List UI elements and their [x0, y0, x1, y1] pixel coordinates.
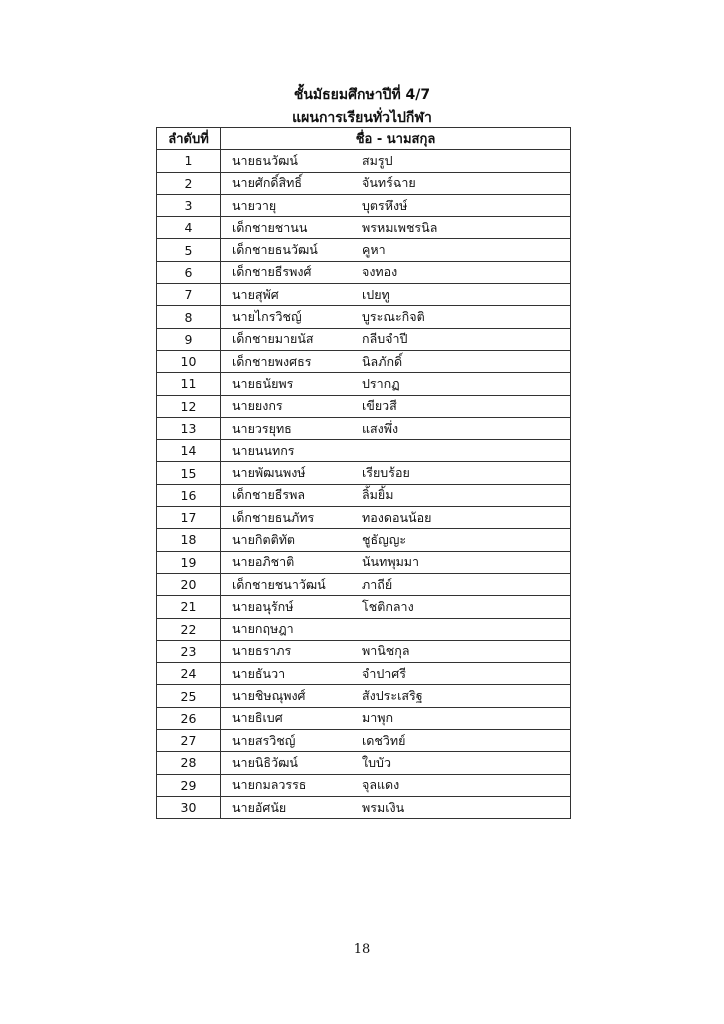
student-last-name: กลีบจำปี — [362, 331, 408, 347]
table-row — [157, 217, 571, 239]
row-number: 29 — [157, 774, 221, 796]
row-number: 11 — [157, 373, 221, 395]
table-row — [157, 573, 571, 595]
row-number: 26 — [157, 707, 221, 729]
table-row — [157, 440, 571, 462]
table-row — [157, 663, 571, 685]
student-name-cell — [221, 417, 571, 439]
student-last-name: มาพุก — [362, 710, 394, 726]
student-name-cell — [221, 328, 571, 350]
student-last-name: ปรากฏ — [362, 375, 400, 391]
row-number: 18 — [157, 529, 221, 551]
student-name-cell — [221, 507, 571, 529]
student-first-name: เด็กชายชนาวัฒน์ — [232, 576, 326, 592]
student-name-cell — [221, 440, 571, 462]
table-row — [157, 194, 571, 216]
row-number: 3 — [157, 194, 221, 216]
student-first-name: นายธันวา — [232, 665, 286, 681]
table-row — [157, 596, 571, 618]
student-last-name: จันทร์ฉาย — [362, 175, 416, 191]
student-name-cell — [221, 551, 571, 573]
student-first-name: นายธนัยพร — [232, 375, 294, 391]
row-number: 9 — [157, 328, 221, 350]
student-name-cell — [221, 239, 571, 261]
student-first-name: เด็กชายธนภัทร — [232, 509, 315, 525]
student-last-name: เขียวสี — [362, 398, 397, 414]
student-roster-table — [156, 127, 571, 819]
student-first-name: นายสรวิชญ์ — [232, 732, 296, 748]
student-last-name: จงทอง — [362, 264, 398, 280]
row-number: 16 — [157, 484, 221, 506]
student-first-name: เด็กชายธีรพงศ์ — [232, 264, 312, 280]
student-name-cell — [221, 484, 571, 506]
row-number: 13 — [157, 417, 221, 439]
table-row — [157, 462, 571, 484]
student-last-name: สังประเสริฐ — [362, 688, 423, 704]
row-number: 8 — [157, 306, 221, 328]
row-number: 7 — [157, 284, 221, 306]
student-name-cell — [221, 150, 571, 172]
student-name-cell — [221, 395, 571, 417]
student-first-name: นายศักดิ์สิทธิ์ — [232, 175, 303, 191]
student-first-name: นายอนุรักษ์ — [232, 598, 294, 614]
student-first-name: เด็กชายชานน — [232, 219, 308, 235]
table-row — [157, 685, 571, 707]
table-row — [157, 796, 571, 818]
student-first-name: เด็กชายพงศธร — [232, 353, 312, 369]
table-row — [157, 618, 571, 640]
student-last-name: ทองดอนน้อย — [362, 509, 432, 525]
student-name-cell — [221, 730, 571, 752]
table-row — [157, 640, 571, 662]
student-last-name: พานิชกุล — [362, 643, 410, 659]
student-first-name: นายพัฒนพงษ์ — [232, 465, 306, 481]
student-first-name: นายธนวัฒน์ — [232, 152, 298, 168]
student-last-name: บูระณะกิจติ — [362, 309, 425, 325]
student-last-name: แสงพึ่ง — [362, 420, 399, 436]
table-row — [157, 507, 571, 529]
row-number: 27 — [157, 730, 221, 752]
table-row — [157, 306, 571, 328]
student-name-cell — [221, 306, 571, 328]
student-last-name: พรมเงิน — [362, 799, 405, 815]
student-first-name: นายนนทกร — [232, 442, 295, 458]
table-row — [157, 373, 571, 395]
table-row — [157, 707, 571, 729]
table-row — [157, 529, 571, 551]
table-row — [157, 172, 571, 194]
row-number: 22 — [157, 618, 221, 640]
table-row — [157, 284, 571, 306]
student-name-cell — [221, 350, 571, 372]
student-name-cell — [221, 618, 571, 640]
student-last-name: เปยทู — [362, 286, 390, 302]
student-first-name: นายไกรวิชญ์ — [232, 309, 302, 325]
table-row — [157, 328, 571, 350]
column-header-name: ชื่อ - นามสกุล — [221, 128, 571, 150]
student-last-name: สมรูป — [362, 152, 393, 168]
table-row — [157, 551, 571, 573]
student-first-name: นายกิตติทัต — [232, 531, 296, 547]
row-number: 2 — [157, 172, 221, 194]
class-title: ชั้นมัธยมศึกษาปีที่ 4/7 — [293, 87, 431, 103]
table-header-row — [157, 128, 571, 150]
student-first-name: นายชิษณุพงศ์ — [232, 688, 306, 704]
student-first-name: นายธราภร — [232, 643, 292, 659]
page-number: 18 — [353, 942, 371, 957]
student-first-name: นายกมลวรรธ — [232, 777, 307, 793]
student-last-name: ภาถีย์ — [362, 576, 393, 592]
student-name-cell — [221, 707, 571, 729]
row-number: 14 — [157, 440, 221, 462]
student-name-cell — [221, 261, 571, 283]
row-number: 4 — [157, 217, 221, 239]
table-row — [157, 417, 571, 439]
column-header-number: ลำดับที่ — [157, 128, 221, 150]
row-number: 15 — [157, 462, 221, 484]
student-name-cell — [221, 663, 571, 685]
table-row — [157, 774, 571, 796]
student-first-name: นายกฤษฎา — [232, 621, 294, 637]
row-number: 21 — [157, 596, 221, 618]
table-row — [157, 395, 571, 417]
row-number: 17 — [157, 507, 221, 529]
student-first-name: เด็กชายธีรพล — [232, 487, 306, 503]
student-name-cell — [221, 774, 571, 796]
student-last-name: ลิ้มยิ้ม — [362, 487, 394, 503]
student-last-name: นันทพุมมา — [362, 554, 420, 570]
table-row — [157, 484, 571, 506]
roster-body — [157, 150, 571, 819]
student-last-name: พรหมเพชรนิล — [362, 219, 438, 235]
row-number: 23 — [157, 640, 221, 662]
student-last-name: เรียบร้อย — [362, 465, 410, 481]
student-first-name: นายวายุ — [232, 197, 277, 213]
student-first-name: นายธิเบศ — [232, 710, 283, 726]
student-last-name: เดชวิทย์ — [362, 732, 406, 748]
student-name-cell — [221, 573, 571, 595]
row-number: 1 — [157, 150, 221, 172]
row-number: 25 — [157, 685, 221, 707]
student-first-name: นายสุพัศ — [232, 286, 279, 302]
student-name-cell — [221, 373, 571, 395]
student-first-name: เด็กชายธนวัฒน์ — [232, 242, 318, 258]
student-name-cell — [221, 752, 571, 774]
row-number: 20 — [157, 573, 221, 595]
table-row — [157, 730, 571, 752]
student-name-cell — [221, 462, 571, 484]
study-plan-title: แผนการเรียนทั่วไปกีฬา — [292, 110, 432, 126]
row-number: 6 — [157, 261, 221, 283]
student-name-cell — [221, 640, 571, 662]
student-last-name: ใบบัว — [362, 754, 391, 770]
table-row — [157, 150, 571, 172]
student-name-cell — [221, 172, 571, 194]
student-name-cell — [221, 217, 571, 239]
student-first-name: นายวรยุทธ — [232, 420, 292, 436]
student-first-name: เด็กชายมายนัส — [232, 331, 314, 347]
student-name-cell — [221, 596, 571, 618]
student-first-name: นายอภิชาติ — [232, 554, 295, 570]
table-row — [157, 752, 571, 774]
row-number: 24 — [157, 663, 221, 685]
table-row — [157, 261, 571, 283]
student-name-cell — [221, 685, 571, 707]
row-number: 19 — [157, 551, 221, 573]
student-last-name: คูหา — [362, 242, 386, 258]
row-number: 10 — [157, 350, 221, 372]
student-name-cell — [221, 529, 571, 551]
table-row — [157, 350, 571, 372]
student-last-name: จุลแดง — [362, 777, 400, 793]
student-last-name: ชูธัญญะ — [362, 531, 407, 547]
student-first-name: นายยงกร — [232, 398, 283, 414]
student-name-cell — [221, 284, 571, 306]
student-name-cell — [221, 796, 571, 818]
student-last-name: บุตรหึงษ์ — [362, 197, 408, 213]
student-last-name: นิลภักดิ์ — [362, 353, 403, 369]
row-number: 28 — [157, 752, 221, 774]
row-number: 12 — [157, 395, 221, 417]
student-last-name: โชติกลาง — [362, 598, 414, 614]
table-row — [157, 239, 571, 261]
student-first-name: นายนิธิวัฒน์ — [232, 754, 298, 770]
student-last-name: จำปาศรี — [362, 665, 406, 681]
row-number: 30 — [157, 796, 221, 818]
student-name-cell — [221, 194, 571, 216]
student-first-name: นายอัศนัย — [232, 799, 287, 815]
row-number: 5 — [157, 239, 221, 261]
